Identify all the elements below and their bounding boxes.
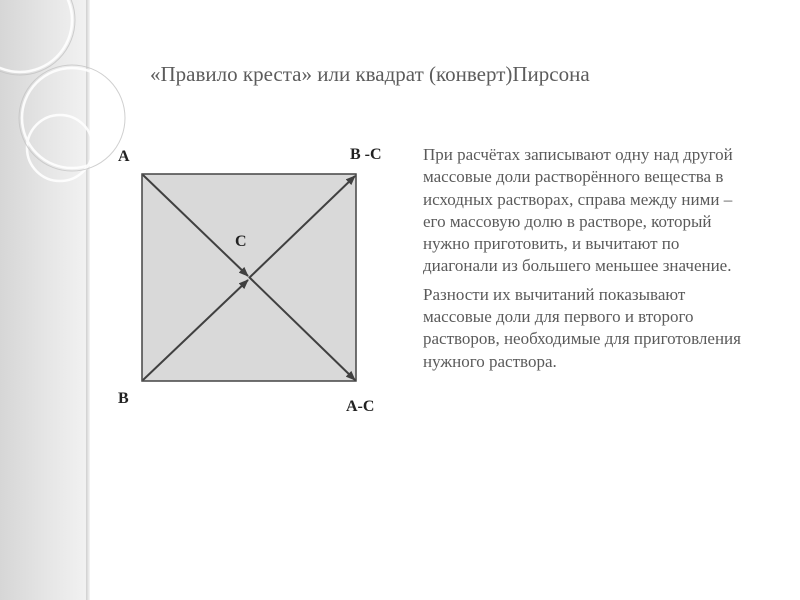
label-b: В [118, 390, 129, 407]
description-paragraph-2: Разности их вычитаний показывают массовые доли для первого и второго растворов, необходимые для приготовления нужного раствора. [423, 284, 741, 371]
slide-title: «Правило креста» или квадрат (конверт)Пирсона [150, 62, 590, 86]
description-paragraph-1: При расчётах записывают одну над другой массовые доли растворённого вещества в исходных растворах, справа между ними – его массовую долю в растворе, который нужно приготовить, и вычитают по диагонали из большего меньшее значение. [423, 145, 733, 276]
description-text [423, 144, 753, 379]
label-a: А [118, 148, 130, 165]
label-b-minus-c: В -С [350, 146, 382, 163]
label-c: С [235, 233, 247, 250]
label-a-minus-c: А-С [346, 398, 375, 415]
